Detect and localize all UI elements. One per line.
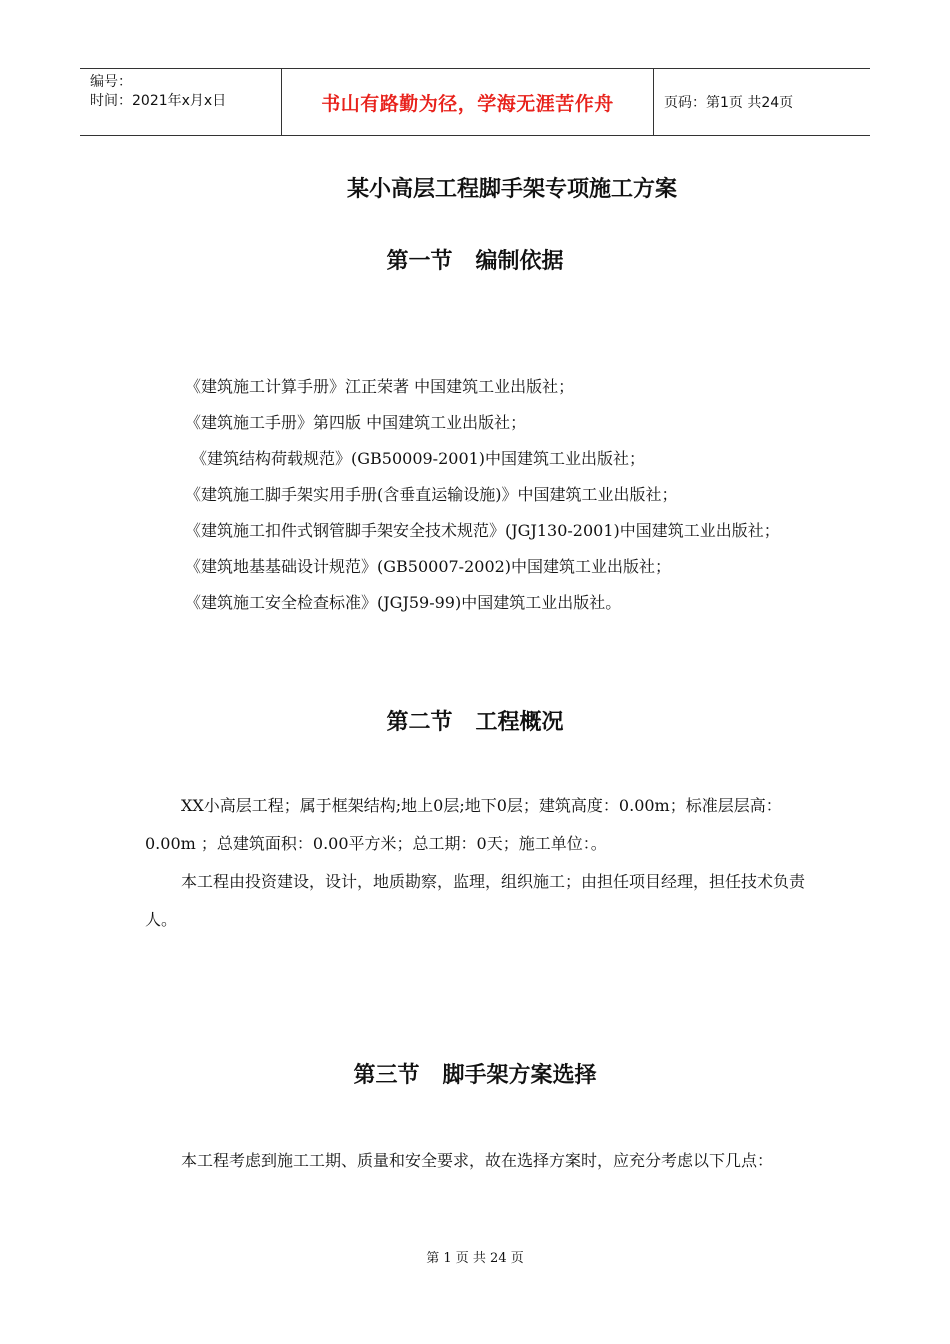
reference-item: 《建筑施工计算手册》江正荣著 中国建筑工业出版社；: [185, 377, 575, 396]
overview-paragraph: 本工程由投资建设，设计，地质勘察，监理，组织施工；由担任项目经理，担任技术负责人。: [145, 872, 806, 929]
document-title: 某小高层工程脚手架专项施工方案: [346, 177, 677, 202]
section-title-overview: 第二节 工程概况: [386, 710, 564, 735]
reference-item: 《建筑施工安全检查标准》(JGJ59-99)中国建筑工业出版社。: [185, 593, 622, 612]
document-header: [80, 68, 870, 136]
header-page-info: 页码：第1页 共24页: [664, 95, 794, 111]
time-label: 时间：2021年x月x日: [90, 93, 227, 109]
header-meta: [80, 69, 282, 135]
overview-body: [145, 787, 815, 939]
scheme-paragraph: 本工程考虑到施工工期、质量和安全要求，故在选择方案时，应充分考虑以下几点：: [181, 1151, 774, 1170]
reference-item: 《建筑施工手册》第四版 中国建筑工业出版社；: [185, 413, 527, 432]
section-title-scheme: 第三节 脚手架方案选择: [353, 1063, 597, 1088]
page-footer: 第 1 页 共 24 页: [426, 1251, 524, 1266]
overview-paragraph: XX小高层工程；属于框架结构;地上0层;地下0层；建筑高度：0.00m；标准层层高：0.00m ；总建筑面积：0.00平方米；总工期：0天；施工单位：。: [145, 796, 782, 853]
reference-item: 《建筑地基基础设计规范》(GB50007-2002)中国建筑工业出版社；: [185, 557, 672, 576]
scheme-body: [145, 1142, 815, 1180]
reference-item: 《建筑施工脚手架实用手册(含垂直运输设施)》中国建筑工业出版社；: [185, 485, 678, 504]
reference-item: 《建筑结构荷载规范》(GB50009-2001)中国建筑工业出版社；: [191, 449, 646, 468]
reference-item: 《建筑施工扣件式钢管脚手架安全技术规范》(JGJ130-2001)中国建筑工业出版社；: [185, 521, 780, 540]
section-title-basis: 第一节 编制依据: [386, 249, 564, 274]
number-label: 编号：: [90, 74, 132, 90]
header-motto: 书山有路勤为径，学海无涯苦作舟: [282, 69, 654, 135]
reference-list: [145, 369, 825, 621]
